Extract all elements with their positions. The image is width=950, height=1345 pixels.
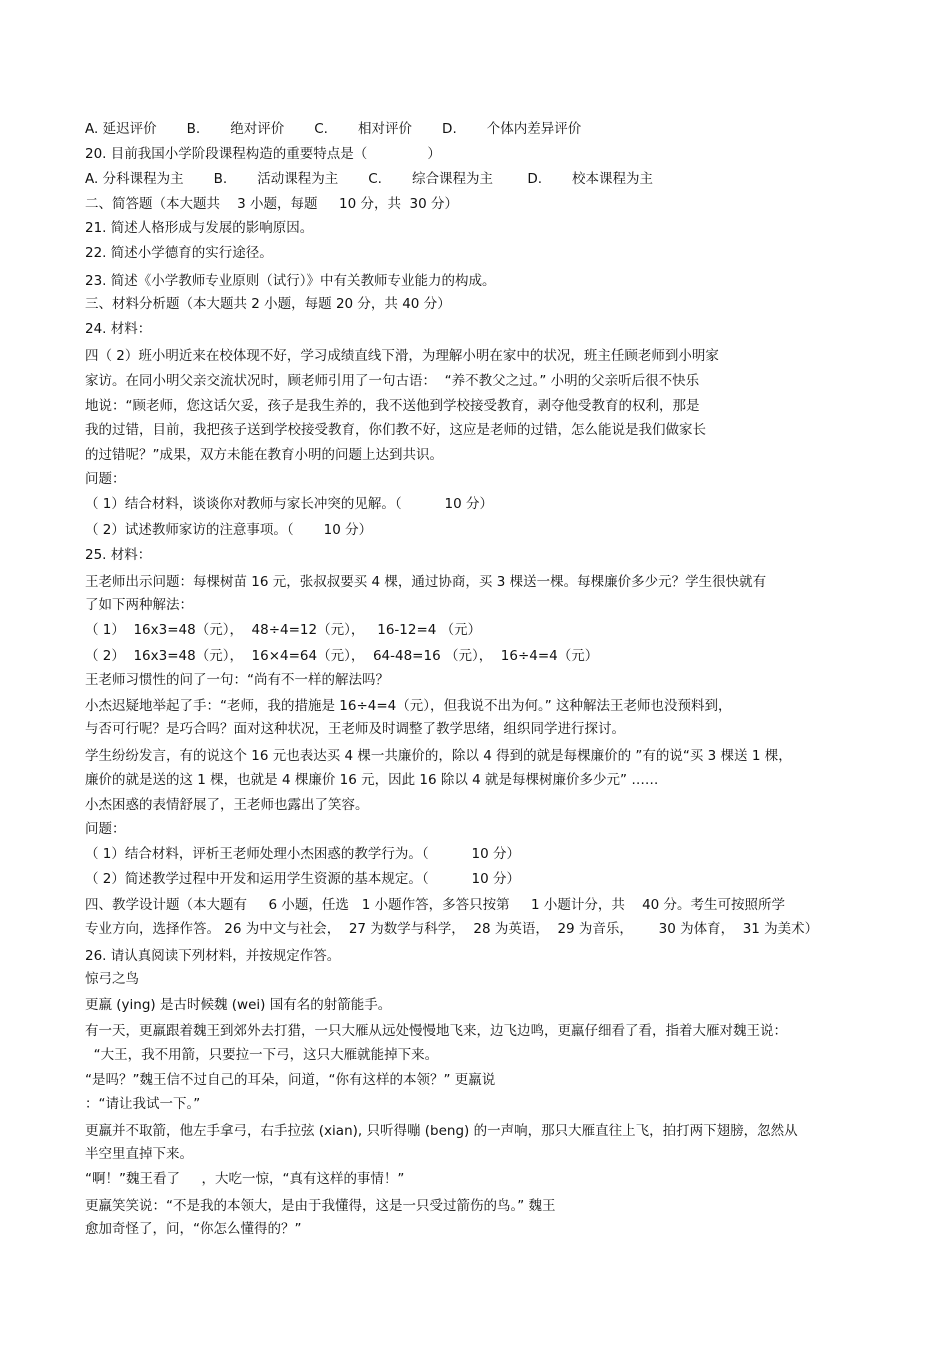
q24-material-line: 地说：“顾老师，您这话欠妥，孩子是我生养的，我不送他到学校接受教育，剥夺他受教育的权利，那是 <box>85 398 700 414</box>
q25-material-line: 小杰迟疑地举起了手：“老师，我的措施是 16÷4=4（元），但我说不出为何。” 这种解法王老师也没预料到， <box>85 698 732 714</box>
q25-solution-1: （ 1） 16x3=48（元）， 48÷4=12（元）， 16-12=4 （元） <box>85 622 482 638</box>
q25-material-line: 学生纷纷发言，有的说这个 16 元也表达买 4 棵一共廉价的，除以 4 得到的就是每棵廉价的 ”有的说“买 3 棵送 1 棵， <box>85 748 792 764</box>
q22: 22. 简述小学德育的实行途径。 <box>85 245 273 261</box>
story-line: ：“请让我试一下。” <box>85 1096 201 1112</box>
q24-material-line: 我的过错，目前，我把孩子送到学校接受教育，你们教不好，这应是老师的过错，怎么能说是我们做家长 <box>85 422 706 438</box>
q24-sub2: （ 2）试述教师家访的注意事项。（ 10 分） <box>85 522 373 538</box>
q25-label: 25. 材料： <box>85 547 152 563</box>
story-title: 惊弓之鸟 <box>85 971 139 987</box>
section-2-heading: 二、简答题（本大题共 3 小题，每题 10 分，共 30 分） <box>85 196 459 212</box>
q24-sub1: （ 1）结合材料，谈谈你对教师与家长冲突的见解。（ 10 分） <box>85 496 494 512</box>
story-line: “大王，我不用箭，只要拉一下弓，这只大雁就能掉下来。 <box>85 1047 439 1063</box>
section-4-heading: 四、教学设计题（本大题有 6 小题，任选 1 小题作答，多答只按第 1 小题计分，共 40 分。考生可按照所学 <box>85 897 786 913</box>
q25-questions-label: 问题： <box>85 821 126 837</box>
q25-sub1: （ 1）结合材料，评析王老师处理小杰困惑的教学行为。（ 10 分） <box>85 846 521 862</box>
story-line: “是吗？”魏王信不过自己的耳朵，问道，“你有这样的本领？” 更羸说 <box>85 1072 496 1088</box>
story-line: “啊！”魏王看了 ，大吃一惊，“真有这样的事情！” <box>85 1171 405 1187</box>
q25-material-line: 王老师习惯性的问了一句：“尚有不一样的解法吗？ <box>85 672 389 688</box>
q23: 23. 简述《小学教师专业原则（试行）》中有关教师专业能力的构成。 <box>85 273 496 289</box>
q24-material-line: 四（ 2）班小明近来在校体现不好，学习成绩直线下滑，为理解小明在家中的状况，班主任顾老师到小明家 <box>85 348 719 364</box>
q24-material-line: 家访。在同小明父亲交流状况时，顾老师引用了一句古语： “养不教父之过。” 小明的父亲听后很不快乐 <box>85 373 700 389</box>
q26: 26. 请认真阅读下列材料，并按规定作答。 <box>85 948 341 964</box>
story-line: 有一天，更羸跟着魏王到郊外去打猎，一只大雁从远处慢慢地飞来，边飞边鸣，更羸仔细看了看，指着大雁对魏王说： <box>85 1023 787 1039</box>
section-3-heading: 三、材料分析题（本大题共 2 小题，每题 20 分，共 40 分） <box>85 296 451 312</box>
q25-material-line: 了如下两种解法： <box>85 597 193 613</box>
q25-material-line: 王老师出示问题：每棵树苗 16 元，张叔叔要买 4 棵，通过协商，买 3 棵送一棵。每棵廉价多少元？学生很快就有 <box>85 574 767 590</box>
story-line: 半空里直掉下来。 <box>85 1146 193 1162</box>
q25-material-line: 廉价的就是送的这 1 棵，也就是 4 棵廉价 16 元，因此 16 除以 4 就是每棵树廉价多少元” …… <box>85 772 659 788</box>
story-line: 更羸 (ying) 是古时候魏 (wei) 国有名的射箭能手。 <box>85 997 392 1013</box>
q24-material-line: 的过错呢？”成果，双方未能在教育小明的问题上达到共识。 <box>85 447 443 463</box>
story-line: 更羸并不取箭，他左手拿弓，右手拉弦 (xian), 只听得嘣 (beng) 的一声响，那只大雁直往上飞，拍打两下翅膀，忽然从 <box>85 1123 798 1139</box>
q25-material-line: 与否可行呢？是巧合吗？面对这种状况，王老师及时调整了教学思绪，组织同学进行探讨。 <box>85 721 625 737</box>
q20-options: A. 分科课程为主 B. 活动课程为主 C. 综合课程为主 D. 校本课程为主 <box>85 171 654 187</box>
q19-options: A. 延迟评价 B. 绝对评价 C. 相对评价 D. 个体内差异评价 <box>85 121 582 137</box>
q24-label: 24. 材料： <box>85 321 152 337</box>
q21: 21. 简述人格形成与发展的影响原因。 <box>85 220 314 236</box>
q20-question: 20. 目前我国小学阶段课程构造的重要特点是（ ） <box>85 146 441 162</box>
q24-questions-label: 问题： <box>85 471 126 487</box>
story-line: 更羸笑笑说：“不是我的本领大，是由于我懂得，这是一只受过箭伤的鸟。” 魏王 <box>85 1198 556 1214</box>
section-4-heading-cont: 专业方向，选择作答。 26 为中文与社会， 27 为数学与科学， 28 为英语， 29 为音乐， 30 为体育， 31 为美术） <box>85 921 819 937</box>
q25-solution-2: （ 2） 16x3=48（元）， 16×4=64（元）， 64-48=16 （元）， 16÷4=4（元） <box>85 648 599 664</box>
story-line: 愈加奇怪了，问，“你怎么懂得的？” <box>85 1221 302 1237</box>
q25-material-line: 小杰困惑的表情舒展了，王老师也露出了笑容。 <box>85 797 369 813</box>
q25-sub2: （ 2）简述教学过程中开发和运用学生资源的基本规定。（ 10 分） <box>85 871 521 887</box>
